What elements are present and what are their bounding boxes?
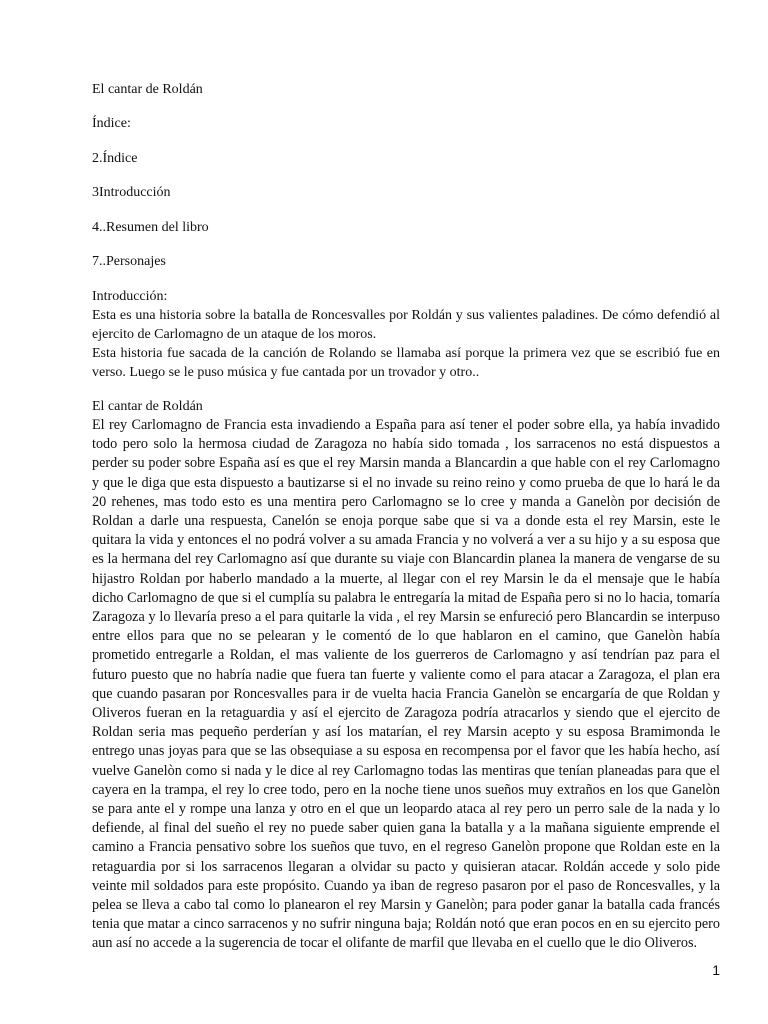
story-summary-paragraph: El rey Carlomagno de Francia esta invadiendo a España para así tener el poder sobre ella, ya había invadido todo pero solo la hermosa ciudad de Zaragoza no había sido tomada , los sarracenos no está dispuestos a perder su poder sobre España así es que el rey Marsin manda a Blancardin a que hable con el rey Carlomagno y que le diga que esta dispuesto a bautizarse si el no invade su reino reino y como prueba de que lo hará le da 20 rehenes, mas todo esto es una mentira pero Carlomagno se lo cree y manda a Ganelòn por decisión de Roldan a darle una respuesta, Canelón se enoja porque sabe que si va a donde esta el rey Marsin, este le quitara la vida y entonces el no podrá volver a su amada Francia y no volverá a ver a su hijo y a su esposa que es la hermana del rey Carlomagno así que durante su viaje con Blancardin planea la manera de vengarse de su hijastro Roldan por haberlo mandado a la muerte, al llegar con el rey Marsin le da el mensaje que le había dicho Carlomagno de que si el cumplía su palabra le entregaría la mitad de España pero si no lo hacia, tomaría Zaragoza y lo llevaría preso a el para quitarle la vida , el rey Marsin se enfureció pero Blancardin se interpuso entre ellos para que no se pelearan y le comentó de lo que hablaron en el camino, que Ganelòn había prometido entregarle a Roldan, el mas valiente de los guerreros de Carlomagno y así tendrían paz para el futuro puesto que no habría nadie que fuera tan fuerte y valiente como el para atacar a Zaragoza, el plan era que cuando pasaran por Roncesvalles para ir de vuelta hacia Francia Ganelòn se encargaría de que Roldan y Oliveros fueran en la retaguardia y así el ejercito de Zaragoza podría atracarlos y siendo que el ejercito de Roldan seria mas pequeño perderían y así los matarían, el rey Marsin acepto y su esposa Bramimonda le entrego unas joyas para que se las obsequiase a su esposa en recompensa por el favor que les había hecho, así vuelve Ganelòn como si nada y le dice al rey Carlomagno todas las mentiras que tenían planeadas para que el cayera en la trampa, el rey lo cree todo, pero en la noche tiene unos sueños muy extraños en los que Ganelòn se para ante el y rompe una lanza y otro en el que un leopardo ataca al rey pero un perro sale de la nada y lo defiende, al final del sueño el rey no puede saber quien gana la batalla y a la mañana siguiente emprende el camino a Francia pensativo sobre los sueños que tuvo, en el regreso Ganelòn propone que Roldan este en la retaguardia por si los sarracenos llegaran a olvidar su pacto y quisieran atacar. Roldán accede y solo pide veinte mil soldados para este propósito. Cuando ya iban de regreso pasaron por el paso de Roncesvalles, y la pelea se lleva a cabo tal como lo planearon el rey Marsin y Ganelòn; para poder ganar la batalla cada francés tenia que matar a cinco sarracenos y no sufrir ninguna baja; Roldán notó que eran pocos en en su ejercito pero aun así no accede a la sugerencia de tocar el olifante de marfil que llevaba en el cuello que le dio Oliveros.	[92, 417, 720, 952]
index-item: 4..Resumen del libro	[92, 220, 209, 235]
index-item: 2.Índice	[92, 151, 138, 166]
section-heading: El cantar de Roldán	[92, 399, 203, 414]
introduction-heading: Introducción:	[92, 289, 168, 304]
index-item: 7..Personajes	[92, 254, 166, 269]
index-heading: Índice:	[92, 116, 131, 131]
document-title: El cantar de Roldán	[92, 82, 203, 97]
document-content	[92, 80, 720, 954]
page-number: 1	[712, 962, 720, 978]
index-item: 3Introducción	[92, 185, 171, 200]
introduction-paragraph: Esta historia fue sacada de la canción de Rolando se llamaba así porque la primera vez que se escribió fue en verso. Luego se le puso música y fue cantada por un trovador y otro..	[92, 346, 720, 380]
introduction-paragraph: Esta es una historia sobre la batalla de Roncesvalles por Roldán y sus valientes paladines. De cómo defendió al ejercito de Carlomagno de un ataque de los moros.	[92, 308, 720, 342]
